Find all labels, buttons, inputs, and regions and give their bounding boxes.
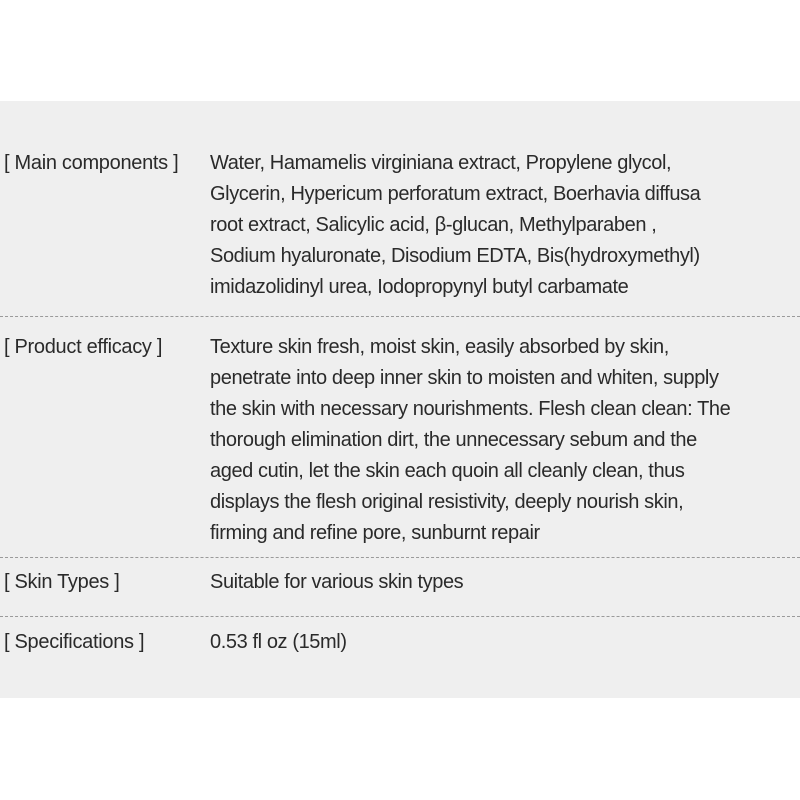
main-components-line: root extract, Salicylic acid, β-glucan, Methylparaben , bbox=[210, 214, 657, 236]
product-efficacy-line: displays the flesh original resistivity, deeply nourish skin, bbox=[210, 491, 684, 513]
row-divider bbox=[0, 616, 800, 617]
product-efficacy-line: firming and refine pore, sunburnt repair bbox=[210, 522, 540, 544]
specifications-value bbox=[210, 627, 800, 658]
skin-types-value bbox=[210, 567, 800, 598]
skin-types-label: [ Skin Types ] bbox=[4, 571, 120, 593]
main-components-label: [ Main components ] bbox=[4, 152, 179, 174]
product-info-panel bbox=[0, 101, 800, 698]
product-efficacy-line: the skin with necessary nourishments. Flesh clean clean: The bbox=[210, 398, 731, 420]
main-components-line: Glycerin, Hypericum perforatum extract, Boerhavia diffusa bbox=[210, 183, 701, 205]
product-efficacy-line: thorough elimination dirt, the unnecessary sebum and the bbox=[210, 429, 697, 451]
product-efficacy-value bbox=[210, 332, 800, 549]
skin-types-line: Suitable for various skin types bbox=[210, 571, 464, 593]
row-divider bbox=[0, 316, 800, 317]
specifications-line: 0.53 fl oz (15ml) bbox=[210, 631, 347, 653]
product-efficacy-line: Texture skin fresh, moist skin, easily absorbed by skin, bbox=[210, 336, 669, 358]
main-components-value bbox=[210, 148, 800, 303]
specifications-label: [ Specifications ] bbox=[4, 631, 145, 653]
product-efficacy-line: penetrate into deep inner skin to moisten and whiten, supply bbox=[210, 367, 719, 389]
main-components-line: Water, Hamamelis virginiana extract, Propylene glycol, bbox=[210, 152, 672, 174]
product-efficacy-line: aged cutin, let the skin each quoin all cleanly clean, thus bbox=[210, 460, 685, 482]
product-efficacy-label: [ Product efficacy ] bbox=[4, 336, 163, 358]
row-divider bbox=[0, 557, 800, 558]
main-components-line: imidazolidinyl urea, Iodopropynyl butyl carbamate bbox=[210, 276, 629, 298]
main-components-line: Sodium hyaluronate, Disodium EDTA, Bis(hydroxymethyl) bbox=[210, 245, 700, 267]
